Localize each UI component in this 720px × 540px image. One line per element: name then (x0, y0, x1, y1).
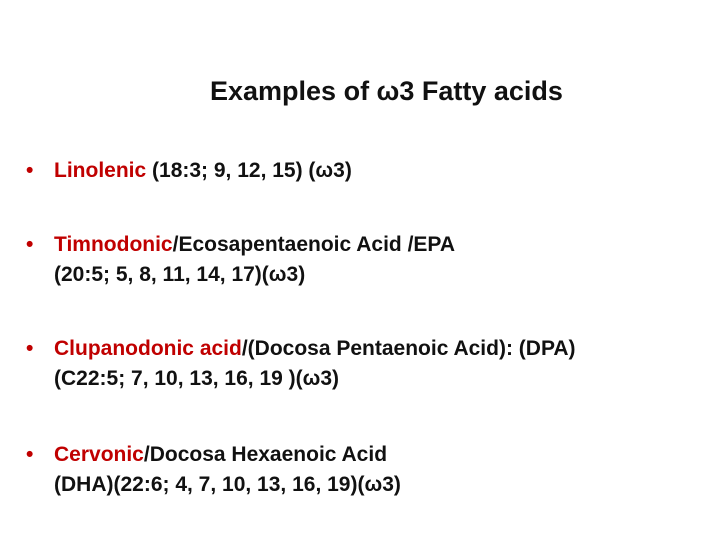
bullet-dot-icon: • (26, 443, 34, 466)
fatty-acid-formula: (C22:5; 7, 10, 13, 16, 19 )(ω3) (54, 367, 340, 390)
bullet-dot-icon: • (26, 159, 34, 182)
fatty-acid-detail: /(Docosa Pentaenoic Acid): (DPA) (241, 337, 576, 360)
bullet-text (54, 230, 455, 290)
fatty-acid-name: Cervonic (54, 443, 144, 466)
fatty-acid-detail: /Docosa Hexaenoic Acid (143, 443, 388, 466)
fatty-acid-name: Linolenic (54, 159, 147, 182)
fatty-acid-formula: (20:5; 5, 8, 11, 14, 17)(ω3) (54, 263, 306, 286)
slide-title: Examples of ω3 Fatty acids (210, 76, 563, 106)
bullet-text (54, 440, 401, 500)
fatty-acid-detail: /Ecosapentaenoic Acid /EPA (172, 233, 456, 256)
fatty-acid-name: Timnodonic (54, 233, 173, 256)
fatty-acid-detail: (18:3; 9, 12, 15) (ω3) (146, 159, 352, 182)
fatty-acid-formula: (DHA)(22:6; 4, 7, 10, 13, 16, 19)(ω3) (54, 473, 401, 496)
bullet-text (54, 156, 352, 186)
bullet-dot-icon: • (26, 233, 34, 256)
bullet-dot-icon: • (26, 337, 34, 360)
fatty-acid-name: Clupanodonic acid (54, 337, 242, 360)
bullet-text (54, 334, 576, 394)
